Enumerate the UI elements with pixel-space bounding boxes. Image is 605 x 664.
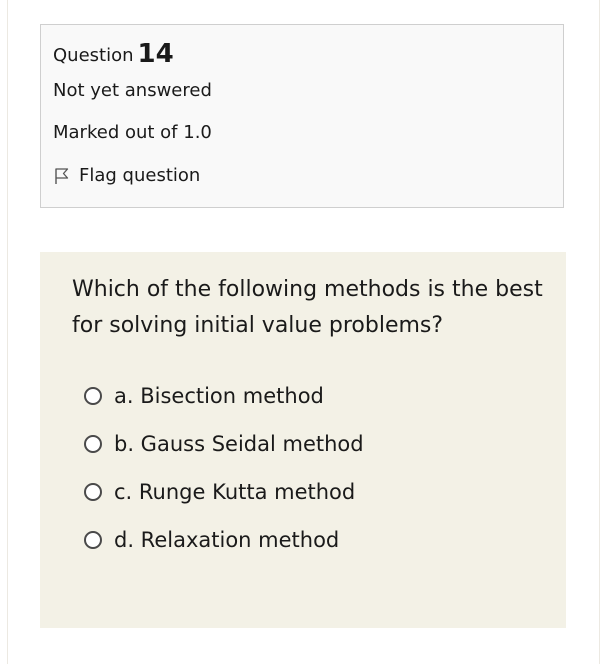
answer-option-a[interactable] (84, 372, 546, 420)
answer-option-d[interactable] (84, 516, 546, 564)
question-state: Not yet answered (53, 80, 212, 101)
question-content-panel (40, 252, 566, 628)
radio-button-d[interactable] (84, 531, 102, 549)
radio-button-c[interactable] (84, 483, 102, 501)
question-label: Question (53, 45, 134, 66)
question-info-panel (40, 24, 564, 208)
page-left-edge (7, 0, 8, 664)
answer-label-c: c. Runge Kutta method (114, 480, 356, 504)
question-text: Which of the following methods is the best for solving initial value problems? (72, 277, 543, 338)
flag-question-link[interactable] (53, 165, 551, 187)
answer-option-b[interactable] (84, 420, 546, 468)
flag-question-label: Flag question (79, 165, 201, 186)
flag-icon (53, 167, 71, 185)
answer-list (72, 372, 546, 564)
radio-button-a[interactable] (84, 387, 102, 405)
question-grade: Marked out of 1.0 (53, 122, 212, 143)
page-right-edge (599, 0, 600, 664)
answer-label-d: d. Relaxation method (114, 528, 340, 552)
answer-label-b: b. Gauss Seidal method (114, 432, 364, 456)
question-heading (53, 37, 551, 71)
answer-label-a: a. Bisection method (114, 384, 324, 408)
answer-option-c[interactable] (84, 468, 546, 516)
radio-button-b[interactable] (84, 435, 102, 453)
question-number: 14 (137, 39, 174, 69)
